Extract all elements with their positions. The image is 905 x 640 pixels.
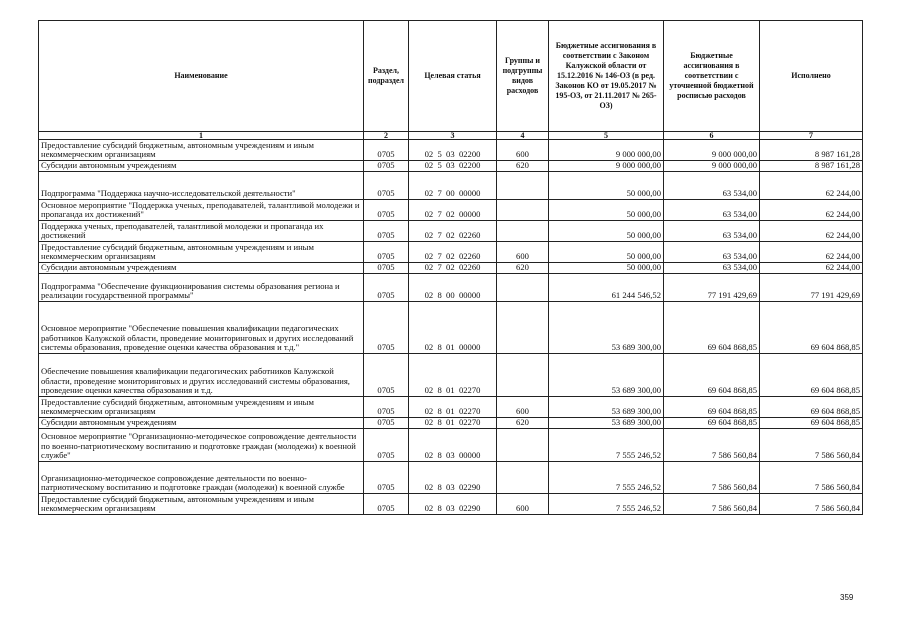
row-budget: 53 689 300,00 (549, 418, 664, 429)
row-target: 02 8 01 02270 (409, 418, 497, 429)
row-revised: 69 604 868,85 (664, 418, 760, 429)
row-group: 600 (497, 397, 549, 418)
row-executed: 7 586 560,84 (760, 494, 863, 515)
row-executed: 62 244,00 (760, 242, 863, 263)
table-body (39, 140, 863, 515)
column-number: 7 (760, 132, 863, 140)
column-number: 2 (364, 132, 409, 140)
row-budget: 53 689 300,00 (549, 397, 664, 418)
row-revised: 9 000 000,00 (664, 140, 760, 161)
row-budget: 50 000,00 (549, 263, 664, 274)
row-section: 0705 (364, 462, 409, 494)
row-revised: 77 191 429,69 (664, 274, 760, 302)
row-group (497, 200, 549, 221)
row-budget: 7 555 246,52 (549, 462, 664, 494)
row-budget: 53 689 300,00 (549, 354, 664, 397)
row-budget: 50 000,00 (549, 172, 664, 200)
header-row (39, 21, 863, 132)
column-number: 4 (497, 132, 549, 140)
row-name: Основное мероприятие "Организационно-методическое сопровождение деятельности по военно-патриотическому воспитанию и подготовке граждан (молодежи) к военной службе" (39, 429, 364, 462)
header-groups: Группы и подгруппы видов расходов (497, 21, 549, 132)
row-section: 0705 (364, 397, 409, 418)
table-row (39, 462, 863, 494)
row-target: 02 8 01 00000 (409, 302, 497, 354)
row-group: 620 (497, 263, 549, 274)
row-revised: 63 534,00 (664, 200, 760, 221)
header-target: Целевая статья (409, 21, 497, 132)
column-number: 3 (409, 132, 497, 140)
row-group: 620 (497, 418, 549, 429)
row-budget: 50 000,00 (549, 242, 664, 263)
table-row (39, 418, 863, 429)
row-name: Организационно-методическое сопровождение деятельности по военно-патриотическому воспитанию и подготовке граждан (молодежи) к военной службе (39, 462, 364, 494)
row-section: 0705 (364, 140, 409, 161)
row-name: Предоставление субсидий бюджетным, автономным учреждениям и иным некоммерческим организациям (39, 242, 364, 263)
row-target: 02 7 02 00000 (409, 200, 497, 221)
header-name: Наименование (39, 21, 364, 132)
row-revised: 63 534,00 (664, 263, 760, 274)
column-number: 5 (549, 132, 664, 140)
row-group (497, 354, 549, 397)
row-name: Поддержка ученых, преподавателей, талантливой молодежи и пропаганда их достижений (39, 221, 364, 242)
row-executed: 77 191 429,69 (760, 274, 863, 302)
table-row (39, 429, 863, 462)
row-budget: 9 000 000,00 (549, 161, 664, 172)
header-budget-law: Бюджетные ассигнования в соответствии с Законом Калужской области от 15.12.2016 № 146-ОЗ (в ред. Законов КО от 19.05.2017 № 195-ОЗ, от 21.11.2017 № 265-ОЗ) (549, 21, 664, 132)
row-revised: 63 534,00 (664, 172, 760, 200)
row-group: 600 (497, 140, 549, 161)
row-section: 0705 (364, 274, 409, 302)
table-row (39, 200, 863, 221)
table-row (39, 242, 863, 263)
row-revised: 69 604 868,85 (664, 302, 760, 354)
table-row (39, 274, 863, 302)
row-name: Субсидии автономным учреждениям (39, 418, 364, 429)
row-section: 0705 (364, 494, 409, 515)
row-section: 0705 (364, 242, 409, 263)
row-section: 0705 (364, 418, 409, 429)
table-row (39, 354, 863, 397)
header-section: Раздел, подраздел (364, 21, 409, 132)
row-executed: 69 604 868,85 (760, 302, 863, 354)
row-section: 0705 (364, 354, 409, 397)
row-executed: 8 987 161,28 (760, 161, 863, 172)
row-name: Основное мероприятие "Поддержка ученых, преподавателей, талантливой молодежи и пропаганда их достижений" (39, 200, 364, 221)
row-revised: 63 534,00 (664, 221, 760, 242)
row-executed: 69 604 868,85 (760, 418, 863, 429)
row-budget: 7 555 246,52 (549, 429, 664, 462)
row-section: 0705 (364, 263, 409, 274)
budget-table (38, 20, 863, 515)
row-group (497, 221, 549, 242)
row-name: Подпрограмма "Обеспечение функционирования системы образования региона и реализации государственной программы" (39, 274, 364, 302)
row-budget: 50 000,00 (549, 200, 664, 221)
row-target: 02 8 03 02290 (409, 462, 497, 494)
row-revised: 69 604 868,85 (664, 397, 760, 418)
row-budget: 9 000 000,00 (549, 140, 664, 161)
row-section: 0705 (364, 200, 409, 221)
row-target: 02 8 03 00000 (409, 429, 497, 462)
row-target: 02 7 02 02260 (409, 221, 497, 242)
column-number: 6 (664, 132, 760, 140)
row-budget: 53 689 300,00 (549, 302, 664, 354)
row-executed: 62 244,00 (760, 172, 863, 200)
row-budget: 7 555 246,52 (549, 494, 664, 515)
row-target: 02 7 02 02260 (409, 263, 497, 274)
table-row (39, 140, 863, 161)
row-target: 02 8 03 02290 (409, 494, 497, 515)
row-budget: 61 244 546,52 (549, 274, 664, 302)
row-revised: 63 534,00 (664, 242, 760, 263)
table-row (39, 494, 863, 515)
row-section: 0705 (364, 221, 409, 242)
page-number: 359 (840, 593, 854, 602)
table-row (39, 161, 863, 172)
row-executed: 62 244,00 (760, 221, 863, 242)
column-number-row (39, 132, 863, 140)
row-revised: 9 000 000,00 (664, 161, 760, 172)
row-group (497, 429, 549, 462)
table-row (39, 263, 863, 274)
row-revised: 7 586 560,84 (664, 494, 760, 515)
row-name: Предоставление субсидий бюджетным, автономным учреждениям и иным некоммерческим организациям (39, 494, 364, 515)
row-group (497, 302, 549, 354)
row-revised: 7 586 560,84 (664, 462, 760, 494)
row-revised: 69 604 868,85 (664, 354, 760, 397)
row-section: 0705 (364, 161, 409, 172)
row-group (497, 274, 549, 302)
row-group: 600 (497, 242, 549, 263)
row-name: Подпрограмма "Поддержка научно-исследовательской деятельности" (39, 172, 364, 200)
table-row (39, 172, 863, 200)
row-group: 600 (497, 494, 549, 515)
row-target: 02 7 00 00000 (409, 172, 497, 200)
row-budget: 50 000,00 (549, 221, 664, 242)
table-row (39, 302, 863, 354)
row-name: Предоставление субсидий бюджетным, автономным учреждениям и иным некоммерческим организациям (39, 397, 364, 418)
row-group (497, 462, 549, 494)
row-section: 0705 (364, 429, 409, 462)
header-budget-revised: Бюджетные ассигнования в соответствии с уточненной бюджетной росписью расходов (664, 21, 760, 132)
row-executed: 62 244,00 (760, 263, 863, 274)
row-section: 0705 (364, 172, 409, 200)
row-target: 02 5 03 02200 (409, 161, 497, 172)
row-revised: 7 586 560,84 (664, 429, 760, 462)
row-name: Субсидии автономным учреждениям (39, 161, 364, 172)
column-number: 1 (39, 132, 364, 140)
row-name: Обеспечение повышения квалификации педагогических работников Калужской области, проведение мониторинговых и других исследований системы образования, проведение оценки качества образования и т.д. (39, 354, 364, 397)
row-target: 02 8 01 02270 (409, 354, 497, 397)
row-name: Субсидии автономным учреждениям (39, 263, 364, 274)
row-target: 02 5 03 02200 (409, 140, 497, 161)
row-target: 02 8 00 00000 (409, 274, 497, 302)
table-row (39, 221, 863, 242)
row-executed: 8 987 161,28 (760, 140, 863, 161)
row-group: 620 (497, 161, 549, 172)
row-name: Основное мероприятие "Обеспечение повышения квалификации педагогических работников Калужской области, проведение мониторинговых и других исследований системы образования, проведение оценки качества образования и т.д." (39, 302, 364, 354)
row-executed: 7 586 560,84 (760, 462, 863, 494)
row-executed: 62 244,00 (760, 200, 863, 221)
row-executed: 69 604 868,85 (760, 397, 863, 418)
row-executed: 7 586 560,84 (760, 429, 863, 462)
row-group (497, 172, 549, 200)
table-row (39, 397, 863, 418)
header-executed: Исполнено (760, 21, 863, 132)
row-target: 02 8 01 02270 (409, 397, 497, 418)
row-name: Предоставление субсидий бюджетным, автономным учреждениям и иным некоммерческим организациям (39, 140, 364, 161)
row-executed: 69 604 868,85 (760, 354, 863, 397)
row-target: 02 7 02 02260 (409, 242, 497, 263)
row-section: 0705 (364, 302, 409, 354)
